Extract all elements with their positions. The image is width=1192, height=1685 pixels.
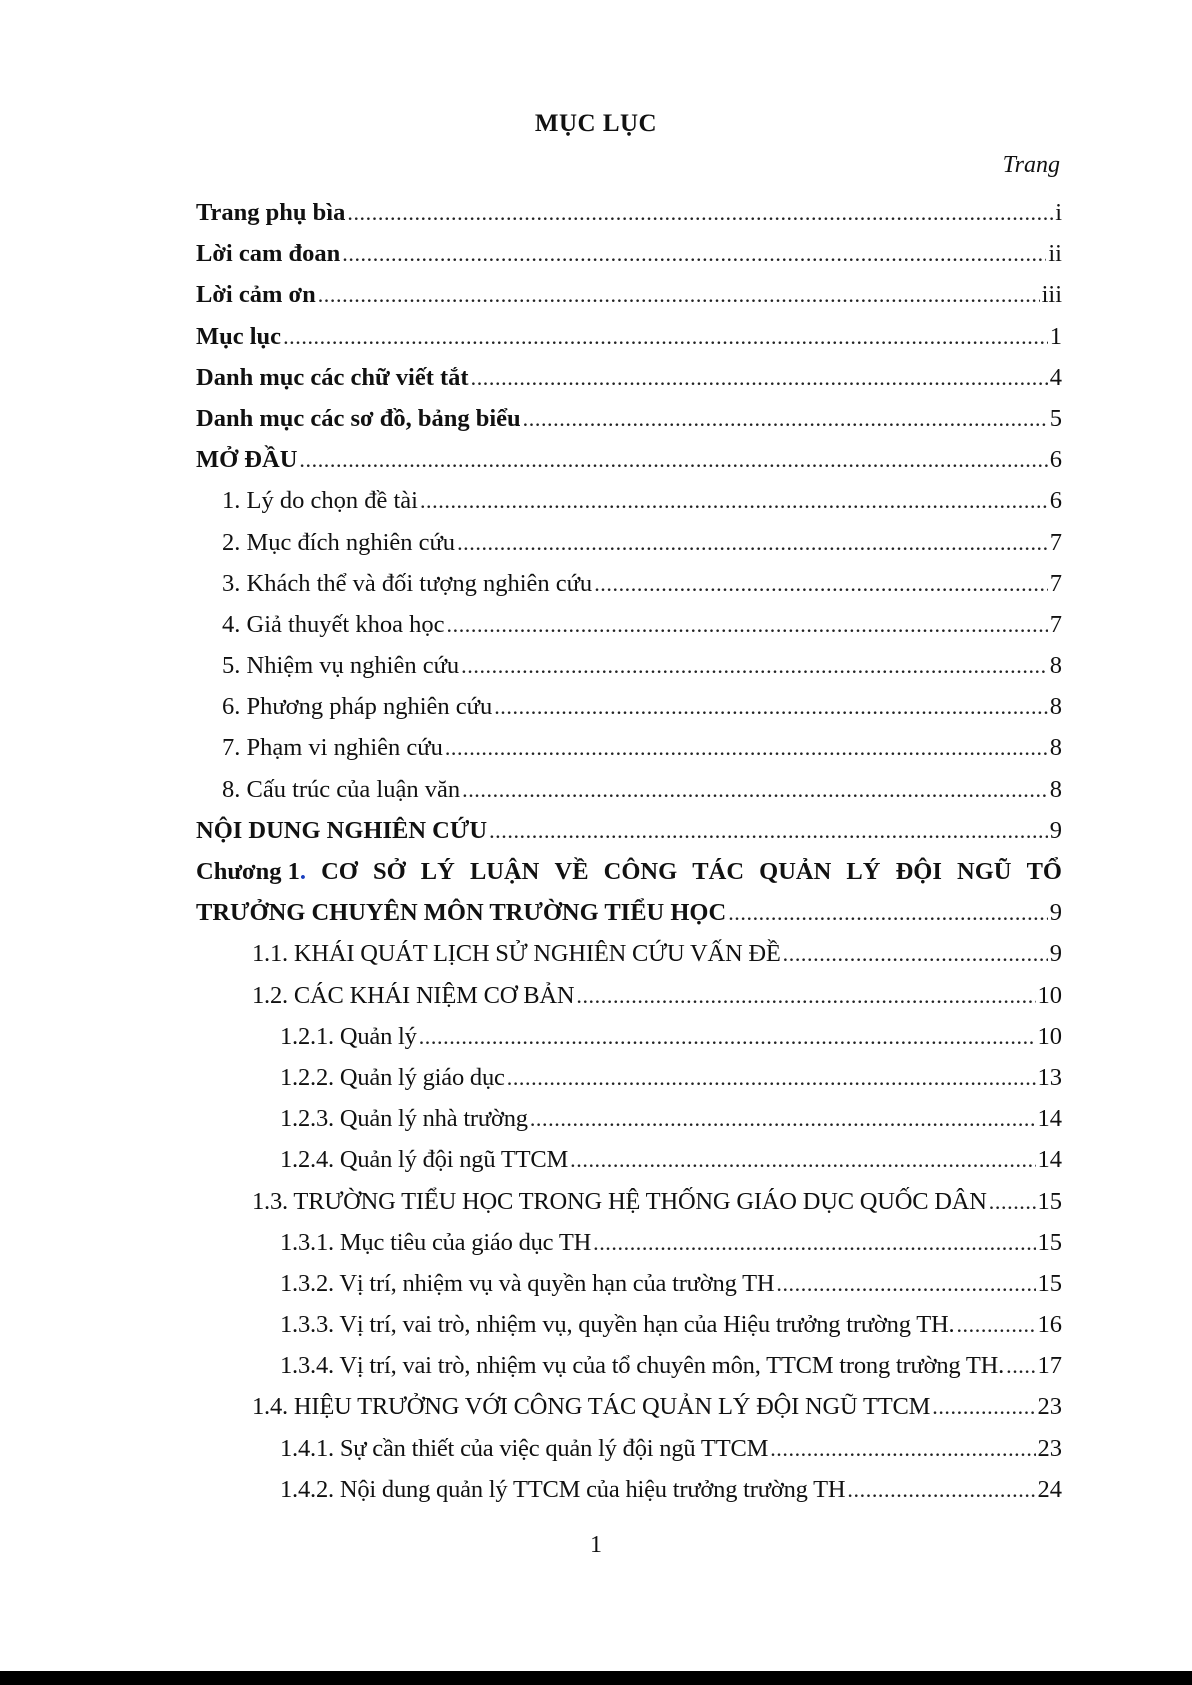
toc-leader-dots — [318, 274, 1040, 315]
toc-entry-label: 1.3.3. Vị trí, vai trò, nhiệm vụ, quyền hạn của Hiệu trưởng trường TH. — [280, 1311, 955, 1339]
toc-entry-page: 16 — [1037, 1311, 1062, 1339]
toc-entry-label: 1.2.1. Quản lý — [280, 1022, 417, 1050]
toc-entry — [196, 933, 1062, 974]
toc-entry — [196, 1345, 1062, 1386]
toc-entry-label: 1.3.2. Vị trí, nhiệm vụ và quyền hạn của trường TH — [280, 1269, 775, 1297]
chapter-1-title-word: CƠ — [321, 858, 358, 885]
toc-leader-dots — [471, 357, 1048, 398]
toc-entry-label: 8. Cấu trúc của luận văn — [222, 775, 461, 803]
toc-entry-page: iii — [1041, 281, 1062, 309]
toc-leader-dots — [530, 1098, 1036, 1139]
toc-entry-page: 13 — [1037, 1063, 1062, 1091]
toc-entry-page: 8 — [1049, 693, 1062, 721]
toc-entry — [196, 1304, 1062, 1345]
toc-entry-label: 7. Phạm vi nghiên cứu — [222, 734, 443, 762]
toc-entry-label: 1.1. KHÁI QUÁT LỊCH SỬ NGHIÊN CỨU VẤN ĐỀ — [252, 940, 781, 968]
toc-entry-label: 1.4.2. Nội dung quản lý TTCM của hiệu trưởng trường TH — [280, 1475, 846, 1503]
toc-entry-page: 8 — [1049, 652, 1062, 680]
toc-entry-page: i — [1055, 199, 1062, 226]
toc-entry — [196, 439, 1062, 480]
toc-entry-label: 1.4.1. Sự cần thiết của việc quản lý đội ngũ TTCM — [280, 1434, 769, 1462]
toc-entry-label: 1.2.3. Quản lý nhà trường — [280, 1105, 528, 1133]
toc-entry — [196, 480, 1062, 521]
toc-entry — [196, 563, 1062, 604]
toc-entry — [196, 398, 1062, 439]
toc-entry-label: MỞ ĐẦU — [196, 446, 298, 474]
toc-entry-label: 1.3.1. Mục tiêu của giáo dục TH — [280, 1228, 592, 1256]
toc-entry-label: 4. Giả thuyết khoa học — [222, 610, 445, 638]
toc-leader-dots — [783, 933, 1048, 974]
toc-entry — [196, 1016, 1062, 1057]
toc-entry — [196, 727, 1062, 768]
toc-entry-page: 8 — [1049, 775, 1062, 803]
toc-leader-dots — [989, 1181, 1036, 1222]
toc-entry — [196, 975, 1062, 1016]
toc-leader-dots — [523, 398, 1048, 439]
toc-entry — [196, 1386, 1062, 1427]
toc-entry — [196, 1428, 1062, 1469]
toc-entry — [196, 233, 1062, 274]
toc-entry-label: 6. Phương pháp nghiên cứu — [222, 693, 493, 721]
toc-entry-page: 15 — [1037, 1187, 1062, 1215]
toc-leader-dots — [342, 233, 1046, 274]
toc-entry — [196, 192, 1062, 233]
toc-leader-dots — [347, 192, 1053, 233]
toc-entry-page: 15 — [1037, 1269, 1062, 1297]
chapter-1-title-word: LÝ — [420, 858, 455, 885]
chapter-1-label: Chương 1. — [196, 858, 306, 885]
chapter-1-title-word: LUẬN — [469, 858, 540, 885]
toc-entry-label: NỘI DUNG NGHIÊN CỨU — [196, 816, 488, 844]
toc-entry-page: 14 — [1037, 1105, 1062, 1133]
toc-entry-label: Trang phụ bìa — [196, 199, 346, 226]
toc-leader-dots — [570, 1139, 1035, 1180]
toc-entry-label: 1.2.4. Quản lý đội ngũ TTCM — [280, 1146, 569, 1174]
bottom-border — [0, 1671, 1192, 1685]
toc-leader-dots — [1006, 1345, 1035, 1386]
toc-leader-dots — [462, 769, 1048, 810]
toc-entry-label: Lời cảm ơn — [196, 281, 316, 309]
toc-entry-page: 24 — [1037, 1475, 1062, 1503]
toc-chapter-1-line2 — [196, 892, 1062, 933]
toc-entry-page: 1 — [1049, 322, 1062, 350]
toc-entry-page: 23 — [1037, 1434, 1062, 1462]
toc-entry-label: 1.3.4. Vị trí, vai trò, nhiệm vụ của tổ chuyên môn, TTCM trong trường TH. — [280, 1352, 1005, 1380]
toc-entry-page: 7 — [1049, 528, 1062, 556]
toc-entry-label: TRƯỞNG CHUYÊN MÔN TRƯỜNG TIỂU HỌC — [196, 899, 727, 927]
toc-entry — [196, 810, 1062, 851]
toc-entry — [196, 686, 1062, 727]
toc-leader-dots — [507, 1057, 1036, 1098]
toc-leader-dots — [445, 727, 1048, 768]
toc-entry-label: 1.4. HIỆU TRƯỞNG VỚI CÔNG TÁC QUẢN LÝ ĐỘI NGŨ TTCM — [252, 1393, 931, 1421]
chapter-1-dot: . — [299, 858, 306, 885]
toc-leader-dots — [457, 522, 1048, 563]
toc-entry-page: 14 — [1037, 1146, 1062, 1174]
toc-entry-label: 1.3. TRƯỜNG TIỂU HỌC TRONG HỆ THỐNG GIÁO DỤC QUỐC DÂN — [252, 1187, 987, 1215]
chapter-1-title-word: VỀ — [554, 858, 589, 885]
toc-entry-page: 17 — [1037, 1352, 1062, 1380]
chapter-1-title-word: TÁC — [692, 858, 745, 885]
toc-entry-page: 7 — [1049, 569, 1062, 597]
toc-entry — [196, 769, 1062, 810]
toc-entry — [196, 1263, 1062, 1304]
toc-entry — [196, 357, 1062, 398]
chapter-1-title-word: QUẢN — [759, 858, 832, 885]
toc-leader-dots — [489, 810, 1048, 851]
toc-leader-dots — [593, 1222, 1035, 1263]
toc-entry-page: 10 — [1037, 1022, 1062, 1050]
toc-leader-dots — [447, 604, 1048, 645]
toc-leader-dots — [283, 316, 1048, 357]
toc-front-matter — [196, 192, 1062, 851]
chapter-1-title-word: NGŨ — [957, 858, 1012, 885]
toc-entry — [196, 1057, 1062, 1098]
toc-entry-page: 15 — [1037, 1228, 1062, 1256]
toc-leader-dots — [770, 1428, 1035, 1469]
toc-leader-dots — [576, 975, 1035, 1016]
toc-entry-page: 10 — [1037, 981, 1062, 1009]
toc-entry-label: Mục lục — [196, 322, 282, 350]
toc-heading: MỤC LỤC — [534, 110, 658, 137]
toc-entry-page: 5 — [1049, 404, 1062, 432]
toc-leader-dots — [847, 1469, 1035, 1510]
toc-leader-dots — [594, 563, 1048, 604]
toc-entry-label: 1.2. CÁC KHÁI NIỆM CƠ BẢN — [252, 981, 575, 1009]
toc-entry-page: 8 — [1049, 734, 1062, 762]
toc-entry — [196, 645, 1062, 686]
toc-leader-dots — [419, 1016, 1036, 1057]
toc-leader-dots — [956, 1304, 1035, 1345]
table-of-contents — [196, 192, 1062, 1510]
toc-entry — [196, 604, 1062, 645]
chapter-1-title-word: SỞ — [372, 858, 406, 885]
toc-entry — [196, 1469, 1062, 1510]
toc-leader-dots — [494, 686, 1048, 727]
page-number: 1 — [590, 1532, 602, 1558]
toc-entry-label: 3. Khách thể và đối tượng nghiên cứu — [222, 569, 593, 597]
toc-entry-label: Danh mục các chữ viết tắt — [196, 363, 469, 391]
toc-entry — [196, 1222, 1062, 1263]
toc-entry-page: 9 — [1049, 899, 1062, 927]
toc-entry-label: Lời cam đoan — [196, 240, 341, 268]
toc-entry — [196, 1139, 1062, 1180]
chapter-1-title-word: LÝ — [846, 858, 881, 885]
toc-leader-dots — [728, 892, 1048, 933]
toc-entry-page: 6 — [1049, 446, 1062, 474]
toc-entry-label: 1.2.2. Quản lý giáo dục — [280, 1063, 505, 1091]
chapter-1-title-word: CÔNG — [603, 858, 678, 885]
toc-leader-dots — [932, 1386, 1035, 1427]
toc-entry — [196, 316, 1062, 357]
toc-entry — [196, 522, 1062, 563]
toc-entry — [196, 1098, 1062, 1139]
toc-leader-dots — [299, 439, 1047, 480]
toc-entry-page: 23 — [1037, 1393, 1062, 1421]
toc-leader-dots — [461, 645, 1048, 686]
toc-entry-page: ii — [1048, 240, 1062, 268]
toc-entry-label: 1. Lý do chọn đề tài — [222, 487, 418, 515]
toc-entry-label: 5. Nhiệm vụ nghiên cứu — [222, 652, 460, 680]
chapter-1-title-word: TỔ — [1026, 858, 1062, 885]
toc-entry-page: 9 — [1049, 816, 1062, 844]
toc-entry-page: 7 — [1049, 610, 1062, 638]
toc-entry — [196, 1181, 1062, 1222]
toc-entry-label: Danh mục các sơ đồ, bảng biểu — [196, 404, 521, 432]
toc-entry-page: 6 — [1049, 487, 1062, 515]
toc-leader-dots — [420, 480, 1048, 521]
toc-entry-page: 9 — [1049, 940, 1062, 968]
toc-entry — [196, 274, 1062, 315]
toc-entry-page: 4 — [1049, 363, 1062, 391]
toc-entry-label: 2. Mục đích nghiên cứu — [222, 528, 456, 556]
chapter-1-title-word: ĐỘI — [895, 858, 942, 885]
toc-leader-dots — [776, 1263, 1035, 1304]
toc-chapter-1-line1 — [196, 851, 1062, 892]
toc-chapter-1-sections — [196, 933, 1062, 1510]
page-column-label: Trang — [1002, 152, 1060, 178]
